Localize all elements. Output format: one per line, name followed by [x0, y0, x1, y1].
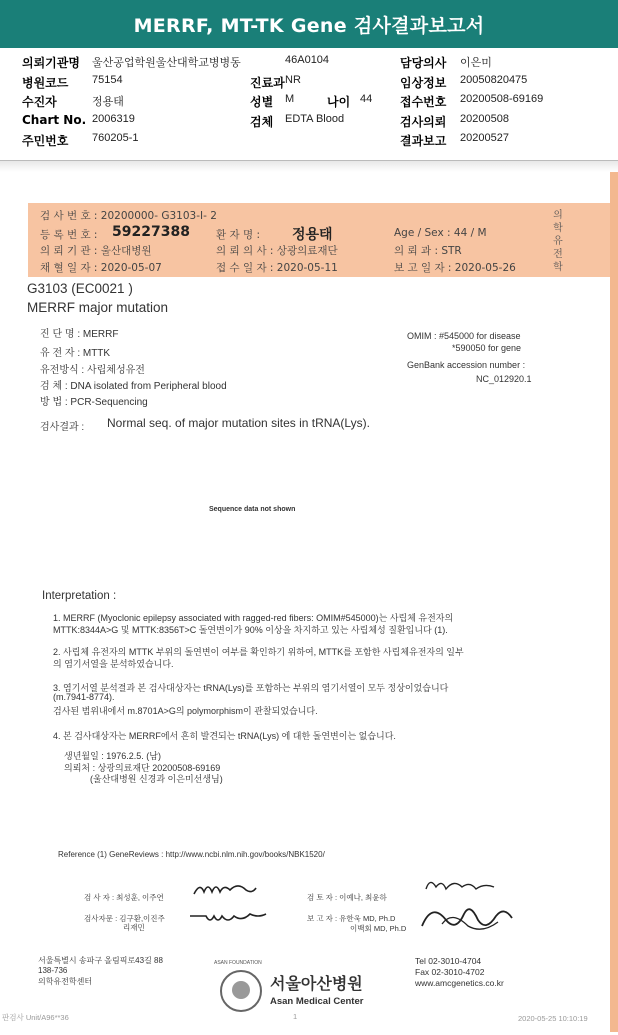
dept: NR	[285, 73, 301, 86]
client-info: 의뢰처 : 상광의료재단 20200508-69169	[64, 763, 221, 773]
hospital-code-label: 병원코드	[22, 75, 69, 90]
sex-label: 성별	[250, 95, 274, 109]
age-label: 나이	[327, 95, 351, 109]
req-dept: 의 뢰 과 : STR	[394, 245, 462, 257]
patient-info-panel	[22, 54, 612, 152]
request-label: 검사의뢰	[400, 114, 447, 129]
rrn: 760205-1	[92, 132, 139, 144]
reporter: 보 고 자 : 유한욱 MD, Ph.D	[307, 914, 396, 923]
specimen: EDTA Blood	[285, 112, 345, 125]
interp-1b: MTTK:8344A>G 및 MTTK:8356T>C 돌연변이가 90% 이상을 차지하고 있는 사립체성 질환입니다 (1).	[53, 625, 448, 635]
logo-english: Asan Medical Center	[270, 996, 364, 1007]
result-label: 검사결과 :	[40, 422, 85, 433]
report-patient: 정용태	[292, 227, 333, 243]
interp-3b: (m.7941-8774).	[53, 692, 115, 702]
requesting-org: 울산공업학원울산대학교병병동	[92, 57, 241, 69]
advisor-signature	[186, 906, 270, 928]
genbank-accession: NC_012920.1	[476, 374, 532, 384]
footer-right: 2020-05-25 10:10:19	[518, 1014, 588, 1023]
dept-label: 진료과	[250, 75, 285, 90]
diagnosis: 진 단 명 : MERRF	[40, 329, 119, 340]
chart-label: Chart No.	[22, 112, 87, 127]
interp-2b: 의 염기서열을 분석하였습니다.	[53, 659, 174, 669]
footer-page: 1	[293, 1012, 298, 1021]
tester: 검 사 자 : 최성훈, 이주연	[84, 893, 164, 902]
omim-disease: OMIM : #545000 for disease	[407, 331, 521, 341]
report-title: MERRF, MT-TK Gene 검사결과보고서	[0, 0, 618, 48]
website: www.amcgenetics.co.kr	[415, 978, 504, 988]
reporter-2: 이백회 MD, Ph.D	[350, 924, 407, 933]
tel: Tel 02-3010-4704	[415, 956, 482, 966]
collect-date: 채 혈 일 자 : 2020-05-07	[40, 262, 162, 274]
genbank-label: GenBank accession number :	[407, 360, 526, 370]
specimen-detail: 검 체 : DNA isolated from Peripheral blood	[40, 381, 227, 392]
reviewer-signature	[420, 875, 500, 897]
asan-logo-icon	[220, 970, 262, 1012]
sheet-edge	[610, 172, 618, 1032]
org-code: 46A0104	[285, 54, 330, 66]
interpretation-title: Interpretation :	[42, 590, 117, 602]
patient-label: 수진자	[22, 95, 57, 109]
reporter-signature	[412, 896, 522, 936]
gene: 유 전 자 : MTTK	[40, 348, 111, 359]
reference: Reference (1) GeneReviews : http://www.ncbi.nlm.nih.gov/books/NBK1520/	[58, 850, 325, 859]
rrn-label: 주민번호	[22, 134, 69, 148]
doctor: 이은미	[460, 57, 492, 69]
tester-signature	[190, 878, 260, 900]
logo-korean: 서울아산병원	[270, 976, 363, 993]
sex: M	[285, 93, 295, 105]
interp-3a: 3. 염기서열 분석결과 본 검사대상자는 tRNA(Lys)를 포함하는 부위의 염기서열이 모두 정상이었습니다	[53, 683, 449, 693]
patient-name-label: 환 자 명 :	[216, 229, 260, 241]
clinical: 20050820475	[460, 73, 528, 86]
inheritance: 유전방식 : 사립체성유전	[40, 365, 145, 376]
result-text: Normal seq. of major mutation sites in tRNA(Lys).	[107, 416, 370, 430]
birth-date: 생년월일 : 1976.2.5. (남)	[64, 751, 162, 761]
address-1: 서울특별시 송파구 올림픽로43길 88	[38, 956, 163, 965]
reviewer: 검 토 자 : 이예나, 최윤하	[307, 893, 387, 902]
footer-left: 판검사 Unit/A96**36	[2, 1013, 69, 1022]
omim-gene: *590050 for gene	[452, 343, 522, 353]
specimen-label: 검체	[250, 114, 274, 129]
sequence-note: Sequence data not shown	[209, 506, 296, 513]
chart-no: 2006319	[92, 112, 135, 125]
method: 방 법 : PCR-Sequencing	[40, 397, 148, 408]
divider	[0, 160, 618, 172]
address-3: 의학유전학센터	[38, 977, 93, 986]
test-name: MERRF major mutation	[27, 300, 169, 315]
report-label: 결과보고	[400, 134, 447, 148]
report-header-band	[28, 203, 610, 277]
reg-no: 59227388	[112, 224, 190, 240]
test-code: G3103 (EC0021 )	[27, 281, 133, 296]
interp-1a: 1. MERRF (Myoclonic epilepsy associated with ragged-red fibers: OMIM#545000)는 사립체 유전자의	[53, 613, 454, 623]
advisor: 검사자문 : 김구환,이진주	[84, 914, 165, 923]
hospital-code: 75154	[92, 73, 123, 86]
reg-no-label: 등 록 번 호 :	[40, 229, 98, 241]
age: 44	[360, 93, 373, 105]
client-info-2: (울산대병원 신경과 이은미선생님)	[90, 774, 223, 784]
request-date: 20200508	[460, 112, 509, 125]
requesting-org-label: 의뢰기관명	[22, 56, 80, 70]
clinical-label: 임상정보	[400, 75, 447, 90]
exam-no: 검 사 번 호 : 20200000- G3103-I- 2	[40, 210, 217, 222]
report-date: 20200527	[460, 132, 509, 144]
receipt-label: 접수번호	[400, 95, 447, 109]
interp-3c: 검사된 범위내에서 m.8701A>G의 polymorphism이 관찰되었습니다.	[53, 706, 318, 716]
req-doctor: 의 뢰 의 사 : 상광의료재단	[216, 245, 338, 257]
interp-2a: 2. 사립체 유전자의 MTTK 부위의 돌연변이 여부를 확인하기 위하여, MTTK를 포함한 사립체유전자의 일부	[53, 647, 464, 657]
req-org: 의 뢰 기 관 : 울산대병원	[40, 245, 152, 257]
address-2: 138-736	[38, 966, 68, 975]
fax: Fax 02-3010-4702	[415, 967, 485, 977]
doctor-label: 담당의사	[400, 56, 447, 70]
receipt: 20200508-69169	[460, 93, 544, 105]
logo-ring-text: ASAN FOUNDATION	[214, 960, 262, 966]
report-date-band: 보 고 일 자 : 2020-05-26	[394, 262, 516, 274]
age-sex: Age / Sex : 44 / M	[394, 227, 487, 239]
patient-name: 정용태	[92, 96, 124, 108]
receipt-date: 접 수 일 자 : 2020-05-11	[216, 262, 338, 274]
interp-4: 4. 본 검사대상자는 MERRF에서 흔히 발견되는 tRNA(Lys) 에 대한 돌연변이는 없습니다.	[53, 731, 396, 741]
dept-vertical-label: 의학유전학	[553, 210, 563, 273]
advisor-2: 리재민	[123, 923, 145, 932]
